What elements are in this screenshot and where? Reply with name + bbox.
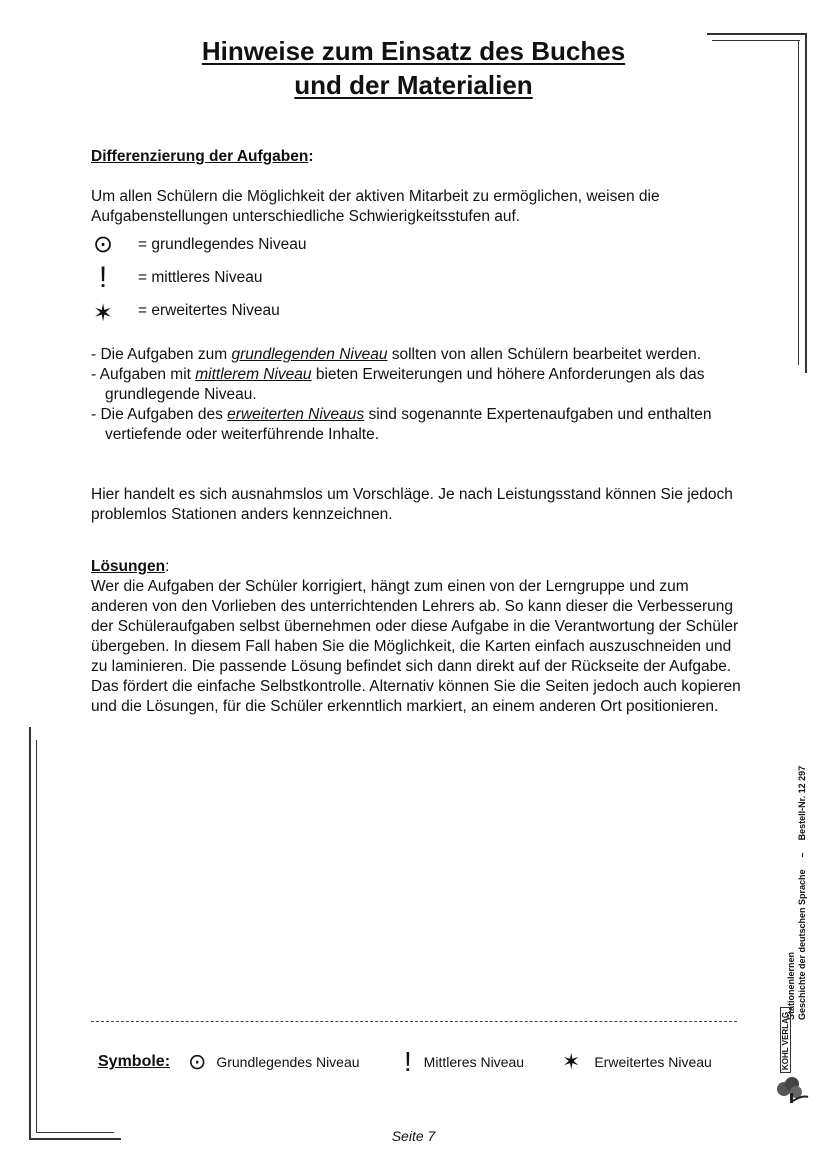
list-item: - Aufgaben mit mittlerem Niveau bieten Erweiterungen und höhere Anforderungen als das grundlegende Niveau. — [91, 366, 705, 403]
exclamation-icon: ! — [404, 1046, 412, 1077]
footer-divider — [91, 1021, 737, 1022]
publisher-name: KOHL VERLAG — [780, 1007, 791, 1073]
frame-left-v2 — [36, 740, 37, 1133]
symbols-label: Symbole: — [98, 1053, 171, 1070]
page-title — [0, 34, 827, 102]
section-heading: Lösungen — [91, 558, 166, 575]
title-line-2: und der Materialien — [294, 70, 533, 100]
star-icon: ✶ — [92, 300, 114, 327]
level-description-list — [91, 345, 731, 445]
side-info: Stationenlernen Geschichte der deutschen Sprache–Bestell-Nr. 12 297 — [786, 720, 808, 1020]
page-number: Seite 7 — [391, 1128, 436, 1144]
footer-symbol-medium: ! Mittleres Niveau — [404, 1046, 525, 1077]
exclamation-icon: ! — [98, 261, 108, 294]
list-item: - Die Aufgaben des erweiterten Niveaus sind sogenannte Expertenaufgaben und enthalten vertiefende oder weiterführende Inhalte. — [91, 406, 712, 443]
section-solutions-heading: Lösungen: — [91, 558, 170, 575]
target-icon: ⊙ — [92, 231, 114, 258]
intro-paragraph: Um allen Schülern die Möglichkeit der aktiven Mitarbeit zu ermöglichen, weisen die Aufgabenstellungen unterschiedliche Schwierigkeitsstufen auf. — [91, 188, 660, 225]
solutions-paragraph: Wer die Aufgaben der Schüler korrigiert, hängt zum einen von der Lerngruppe und zum anderen von den Vorlieben des unterrichtenden Lehrers ab. So kann dieser die Verbesserung der Schüleraufgaben selbst übernehmen oder diese Aufgabe in die Verantwortung der Schüler übergeben. In diesem Fall haben Sie die Möglichkeit, die Karten einfach auszuschneiden und zu laminieren. Die passende Lösung befindet sich dann direkt auf der Rückseite der Aufgabe. Das fördert die einfache Selbstkontrolle. Alternativ können Sie die Seiten jedoch auch kopieren und die Lösungen, für die Schüler erkenntlich markiert, an einem anderen Ort positionieren. — [91, 578, 741, 715]
publisher-logo — [774, 1011, 810, 1105]
side-series: Stationenlernen — [786, 951, 796, 1020]
footer-symbol-basic: ⊙ Grundlegendes Niveau — [188, 1049, 360, 1074]
footer-symbol-extended: ✶ Erweitertes Niveau — [562, 1049, 712, 1074]
legend-text: = mittleres Niveau — [138, 269, 263, 286]
star-icon: ✶ — [562, 1049, 581, 1074]
legend-text: = erweitertes Niveau — [138, 302, 280, 319]
legend-text: = grundlegendes Niveau — [138, 236, 307, 253]
target-icon: ⊙ — [188, 1049, 207, 1074]
tree-icon — [774, 1075, 810, 1105]
frame-left-v — [29, 727, 31, 1139]
section-heading: Differenzierung der Aufgaben — [91, 148, 309, 165]
side-order-number: Bestell-Nr. 12 297 — [797, 765, 807, 841]
title-line-1: Hinweise zum Einsatz des Buches — [201, 36, 626, 66]
list-item: - Die Aufgaben zum grundlegenden Niveau sollten von allen Schülern bearbeitet werden. — [91, 346, 702, 363]
section-differentiation-heading: Differenzierung der Aufgaben: — [91, 148, 314, 165]
side-book-title: Geschichte der deutschen Sprache — [797, 869, 807, 1020]
note-paragraph: Hier handelt es sich ausnahmslos um Vorschläge. Je nach Leistungsstand können Sie jedoch problemlos Stationen anders kennzeichnen. — [91, 486, 733, 523]
